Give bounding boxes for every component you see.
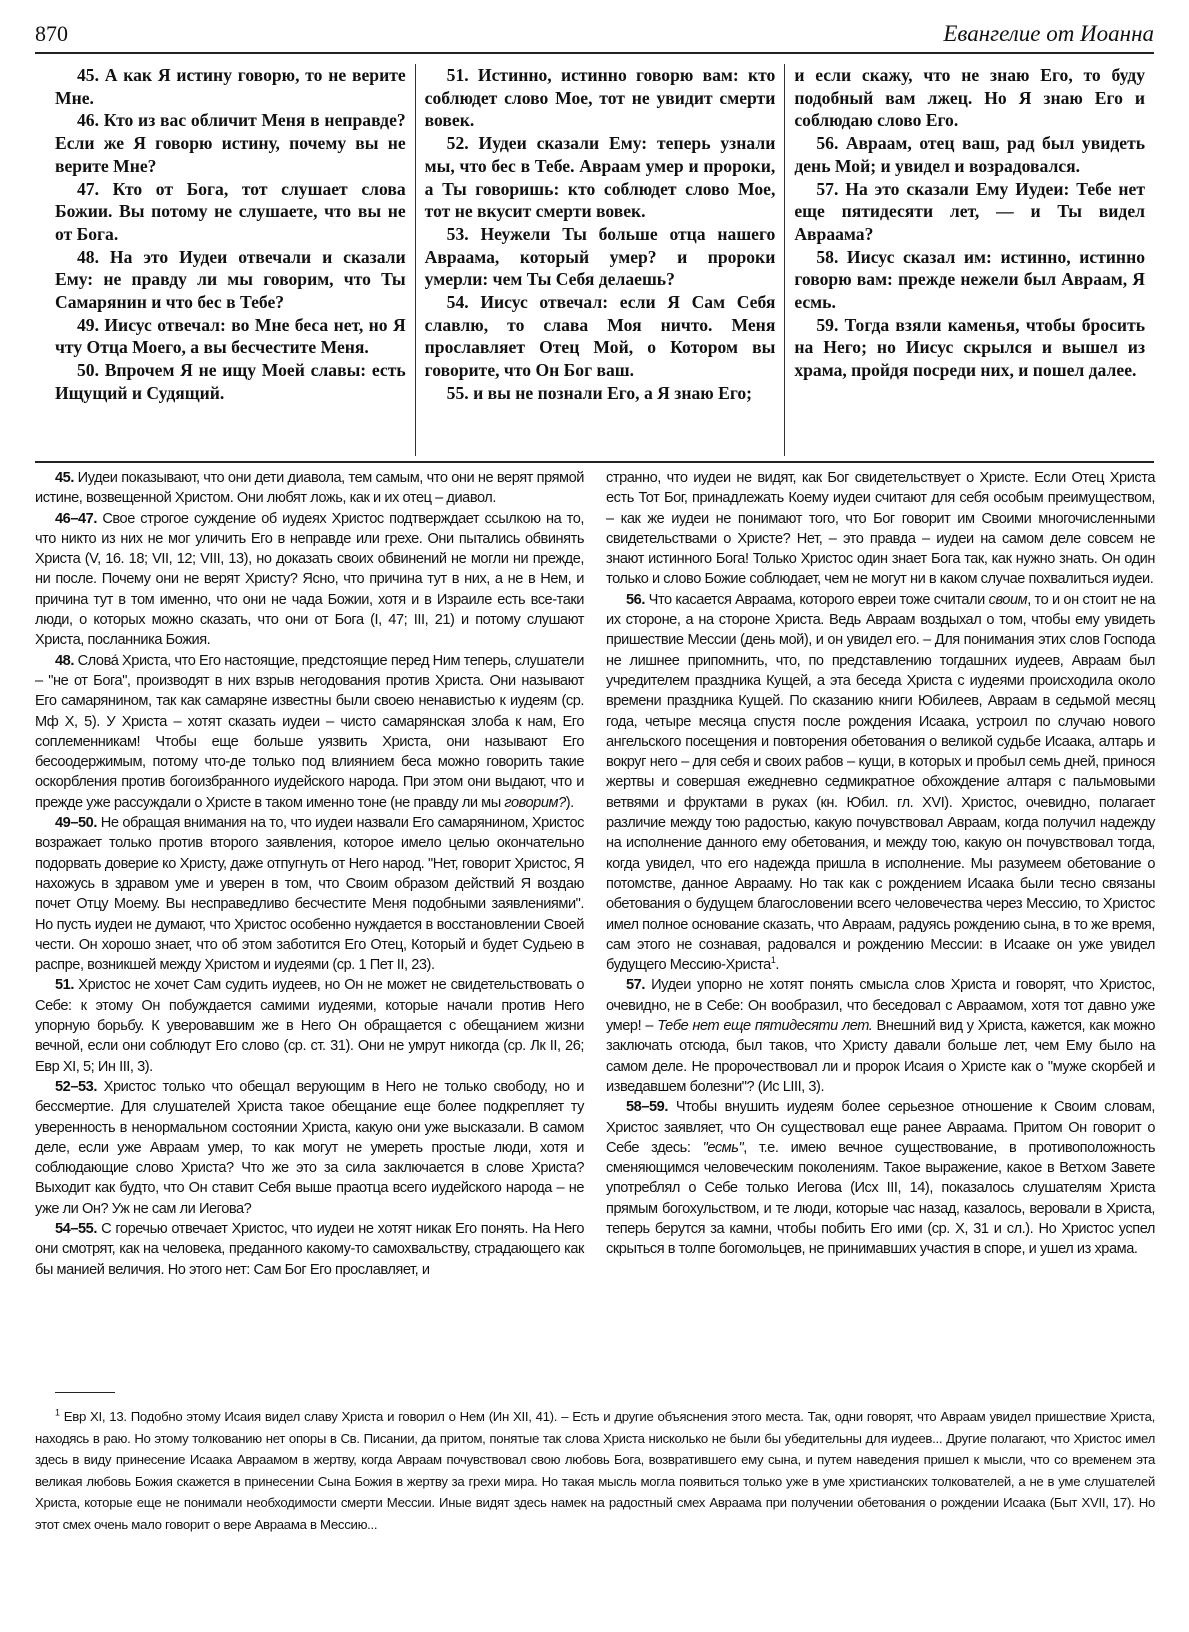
comment-text: Слова́ Христа, что Его настоящие, предстоящие перед Ним теперь, слушатели – "не от Бога", производят в них взрыв негодования против Христа. Они называют Его самарянином, так как самаряне известны были своею ненавистью к иудеям (ср. Мф X, 5). У Христа – хотят сказать иудеи – чисто самарянская злоба к нам, Его соплеменникам! Чтобы еще больше уязвить Христа, они называют Его бесоодержимым, потому что-де только под влиянием беса можно говорить такие оскорбления против богоизбранного иудейского народа. При этом они выдают, что и прежде уже рассуждали о Христе в таком именно тоне (не правду ли мы	[35, 652, 584, 811]
comment-text: , то и он стоит не на их стороне, а на стороне Христа. Ведь Авраам воздыхал о том, чтобы ему увидеть пришествие Мессии (день мой), и он увидел его. – Для понимания этих слов Господа не лишнее припомнить, что, по представлению тогдашних иудеев, Авраам был учредителем праздника Кущей, а эта беседа Христа с иудеями происходила около времени праздника Кущей. По сказанию книги Юбилеев, Авраам в седьмой месяц года, четыре месяца спустя после рождения Исаака, устроил по случаю нового ангельского посещения и повторения обетования о великой судьбе Исаака, алтарь и вокруг него – для себя и своих рабов – кущи, в которых и пробыл семь дней, принося жертвы и совершая ежедневно седмикратное обхождение алтаря с пальмовыми ветвями и фруктами в руках (кн. Юбил. гл. XVI). Христос, очевидно, полагает различие между тою радостью, какую почувствовал Авраам, когда получил надежду на исполнение данного ему обетования, и между тою, какую он почувствовал тогда, когда увидел, что его надежда пришла в исполнение. Мы разумеем обетование о потомстве, данное Аврааму. Но так как с рождением Исаака были тесно связаны обетования о будущем благословении всего человечества через Мессию, то Христос имел полное основание сказать, что Авраам, радуясь рождению сына, в то же время, сам этого не сознавая, радовался и рождению Мессии: в Исааке он уже увидел будущего Мессию-Христа	[606, 591, 1155, 974]
section-rule	[35, 461, 1154, 463]
verse-48: 48. На это Иудеи отвечали и сказали Ему: не правду ли мы говорим, что Ты Самарянин и что бес в Тебе?	[55, 246, 406, 313]
comment-text-end: ).	[565, 794, 574, 811]
verse-47: 47. Кто от Бога, тот слушает слова Божии. Вы потому не слушаете, что вы не от Бога.	[55, 178, 406, 244]
verse-55-continuation: и если скажу, что не знаю Его, то буду подобный вам лжец. Но Я знаю Его и соблюдаю слово Его.	[794, 65, 1146, 131]
comment-54-55	[35, 1219, 584, 1280]
comment-58-59	[606, 1097, 1155, 1259]
comment-italic: "есмь"	[702, 1139, 744, 1156]
verse-ref: 48.	[55, 652, 74, 669]
page-number: 870	[35, 21, 68, 46]
footnote-marker: 1	[55, 1407, 60, 1418]
verse-51: 51. Истинно, истинно говорю вам: кто соблюдет слово Мое, тот не увидит смерти вовек.	[424, 65, 776, 131]
comment-text: Внешний вид у Христа, кажется, как можно заключать отсюда, был таков, что Христу давали больше лет, чем Ему было на самом деле. Не пророчествовал ли и пророк Исаия о Христе как о "муже скорбей и изведавшем болезни"? (Ис LIII, 3).	[606, 1018, 1155, 1095]
comment-italic: своим	[988, 591, 1028, 608]
comment-51	[35, 975, 584, 1076]
scripture-text	[55, 64, 1145, 456]
verse-49: 49. Иисус отвечал: во Мне беса нет, но Я чту Отца Моего, а вы бесчестите Меня.	[55, 314, 406, 358]
column-divider	[415, 64, 416, 456]
comment-text: Свое строгое суждение об иудеях Христос подтверждает ссылкою на то, что никто из них не мог уличить Его в неправде или грехе. Они пытались обвинять Христа (V, 16. 18; VII, 12; VIII, 13), но доказать своих обвинений не могли ни прежде, ни после. Почему они не верят Христу? Ясно, что причина тут в них, а не в Нем, и причина тут в том именно, что они не чада Божии, хотя и в Израиле есть все-таки люди, о которых можно сказать, что они от Бога (I, 47; III, 21) и потому слушают Христа, посланника Божия.	[35, 510, 584, 649]
verse-56: 56. Авраам, отец ваш, рад был увидеть день Мой; и увидел и возрадовался.	[794, 133, 1146, 176]
footnote-marker: 1	[770, 955, 776, 966]
comment-54-55-continuation: странно, что иудеи не видят, как Бог свидетельствует о Христе. Если Отец Христа есть Тот Бог, принадлежать Коему иудеи считают для себя особым преимуществом, – как же иудеи не понимают того, что Бог говорит им Своими многочисленными свидетельствами о Христе? Нет, – это правда – иудеи на самом деле совсем не знают истинного Бога! Только Христос один знает Бога так, как нужно знать. Он один только и слово Божие соблюдает, чем не могут ни в каком случае похвалиться иудеи.	[606, 470, 1155, 588]
comment-text: , т.е. имею вечное существование, в противоположность сменяющимся человеческим поколениям. Такое выражение, какое в Ветхом Завете употреблял о Себе только Иегова (Исх III, 14), показалось слушателям Христа прямым богохульством, и те люди, которые час назад, казалось, веровали в Христа, теперь берутся за камни, чтобы побить Его ими (ср. X, 31 и сл.). Но Христос успел скрыться в толпе богомольцев, не принимавших участия в споре, и ушел из храма.	[606, 1139, 1156, 1258]
footnote-rule	[55, 1392, 115, 1393]
scripture-column-1	[55, 64, 406, 456]
verse-57: 57. На это сказали Ему Иудеи: Тебе нет еще пятидесяти лет, — и Ты видел Авраама?	[794, 178, 1146, 244]
comment-text: Что касается Авраама, которого евреи тоже считали	[644, 591, 989, 608]
verse-52: 52. Иудеи сказали Ему: теперь узнали мы, что бес в Тебе. Авраам умер и пророки, а Ты говоришь: кто соблюдет слово Мое, тот не вкусит смерти вовек.	[424, 133, 776, 222]
commentary-column-right	[606, 468, 1155, 1408]
verse-53: 53. Неужели Ты больше отца нашего Авраама, который умер? и пророки умерли: чем Ты Себя делаешь?	[424, 223, 776, 290]
footnote-paragraph	[35, 1406, 1155, 1535]
running-title: Евангелие от Иоанна	[943, 21, 1154, 46]
comment-italic: говорим?	[504, 794, 566, 811]
comment-52-53	[35, 1077, 584, 1219]
comment-49-50	[35, 813, 584, 975]
comment-text: Христос не хочет Сам судить иудеев, но Он не может не свидетельствовать о Себе: к этому Он побуждается самими иудеями, которые начали против Него упорную борьбу. К уверовавшим же в Него Он обращается с обещанием жизни вечной, если они соблюдут Его слово (ср. ст. 31). Они не умрут никогда (ср. Лк II, 26; Евр XI, 5; Ин III, 3).	[35, 977, 584, 1075]
verse-ref: 56.	[626, 591, 645, 608]
verse-55: 55. и вы не познали Его, а Я знаю Его;	[446, 382, 753, 403]
verse-45: 45. А как Я истину говорю, то не верите Мне.	[55, 65, 406, 108]
verse-46: 46. Кто из вас обличит Меня в неправде? Если же Я говорю истину, почему вы не верите Мне?	[55, 110, 406, 176]
scripture-column-2	[425, 64, 776, 456]
footnote-text: Евр XI, 13. Подобно этому Исаия видел славу Христа и говорил о Нем (Ин XII, 41). – Есть и другие объяснения этого места. Так, одни говорят, что Авраам увидел пришествие Христа, находясь в раю. Но этому толкованию нет опоры в Св. Писании, да притом, понятые так слова Христа нисколько не были бы убедительны для иудеев... Другие полагают, что Христос имел здесь в виду принесение Исаака Авраамом в жертву, когда Авраам почувствовал свою любовь Бога, возвратившего ему сына, и путем наведения пришел к мысли, что со временем эта великая любовь Божия скажется в принесении Сына Божия в жертву за грехи мира. Но такая мысль могла появиться только уже в уме христианских толкователей, а не в уме слушателей Христа, которые еще не понимали необходимости смерти Мессии. Иные видят здесь намек на радостный смех Авраама при получении обетования о рождении Исаака (Быт XVII, 17). Но этот смех очень мало говорит о вере Авраама в Мессию...	[35, 1409, 1155, 1532]
verse-ref: 46–47.	[55, 510, 97, 527]
verse-50: 50. Впрочем Я не ищу Моей славы: есть Ищущий и Судящий.	[55, 360, 406, 403]
scripture-column-3	[794, 64, 1145, 456]
verse-ref: 58–59.	[626, 1099, 668, 1116]
verse-58: 58. Иисус сказал им: истинно, истинно говорю вам: прежде нежели был Авраам, Я есмь.	[794, 246, 1146, 313]
verse-ref: 54–55.	[55, 1220, 97, 1237]
comment-text: Иудеи показывают, что они дети диавола, тем самым, что они не верят прямой истине, возвещенной Христом. Они любят ложь, как и их отец – диавол.	[35, 470, 584, 507]
comment-text: С горечью отвечает Христос, что иудеи не хотят никак Его понять. На Него они смотрят, как на человека, преданного какому-то самохвальству, страдающего как бы манией величия. Но этого нет: Сам Бог Его прославляет, и	[35, 1220, 584, 1278]
comment-57	[606, 975, 1155, 1097]
page-header	[35, 18, 1154, 54]
comment-text: Чтобы внушить иудеям более серьезное отношение к Своим словам, Христос заявляет, что Он существовал еще ранее Авраама. Притом Он говорит о Себе здесь:	[606, 1099, 1155, 1156]
comment-45	[35, 468, 584, 509]
comment-italic: Тебе нет еще пятидесяти лет.	[657, 1018, 873, 1035]
column-divider	[784, 64, 785, 456]
comment-48	[35, 651, 584, 813]
verse-ref: 57.	[626, 977, 645, 994]
commentary	[35, 468, 1155, 1408]
comment-text: Не обращая внимания на то, что иудеи назвали Его самарянином, Христос возражает только против второго заявления, которое имело целью окончательно подорвать доверие ко Христу, даже отпугнуть от Него народ. "Нет, говорит Христос, Я нахожусь в здравом уме и уверен в том, что Своим образом действий Я воздаю почет Отцу Моему. Вы несправедливо бесчестите Меня подобными заявлениями". Но пусть иудеи не думают, что Христос особенно нуждается в восстановлении Своей чести. Он хорошо знает, что об этом заботится Его Отец, Который и будет Судьею в распре, возникшей между Христом и иудеями (ср. 1 Пет II, 23).	[35, 815, 584, 974]
verse-ref: 45.	[55, 470, 74, 486]
comment-text: Христос только что обещал верующим в Него не только свободу, но и бессмертие. Для слушателей Христа такое обещание еще более подкрепляет ту уверенность в ненормальном состоянии Христа, какую они уже высказали. В самом деле, если уже Авраам умер, то как могут не умереть простые люди, хотя и соблюдающие слово Христа? Что же это за сила заключается в слове Христа? Выходит как будто, что Он ставит Себя выше праотца всего иудейского народа – не уже ли Он? Уж не сам ли Иегова?	[35, 1078, 584, 1217]
comment-56	[606, 590, 1155, 976]
verse-ref: 52–53.	[55, 1078, 97, 1095]
comment-text: Иудеи упорно не хотят понять смысла слов Христа и говорят, что Христос, очевидно, не в Себе: Он вообразил, что беседовал с Авраамом, хотя тот давно уже умер! –	[606, 977, 1155, 1035]
verse-54: 54. Иисус отвечал: если Я Сам Себя славлю, то слава Моя ничто. Меня прославляет Отец Мой, о Котором вы говорите, что Он Бог ваш.	[424, 292, 776, 381]
verse-ref: 49–50.	[55, 815, 97, 832]
verse-59: 59. Тогда взяли каменья, чтобы бросить на Него; но Иисус скрылся и вышел из храма, пройдя посреди них, и пошел далее.	[794, 314, 1146, 381]
comment-46-47	[35, 509, 584, 651]
verse-ref: 51.	[55, 977, 74, 994]
comment-text-end: .	[775, 957, 779, 974]
footnote	[35, 1406, 1155, 1535]
commentary-column-left	[35, 468, 584, 1408]
